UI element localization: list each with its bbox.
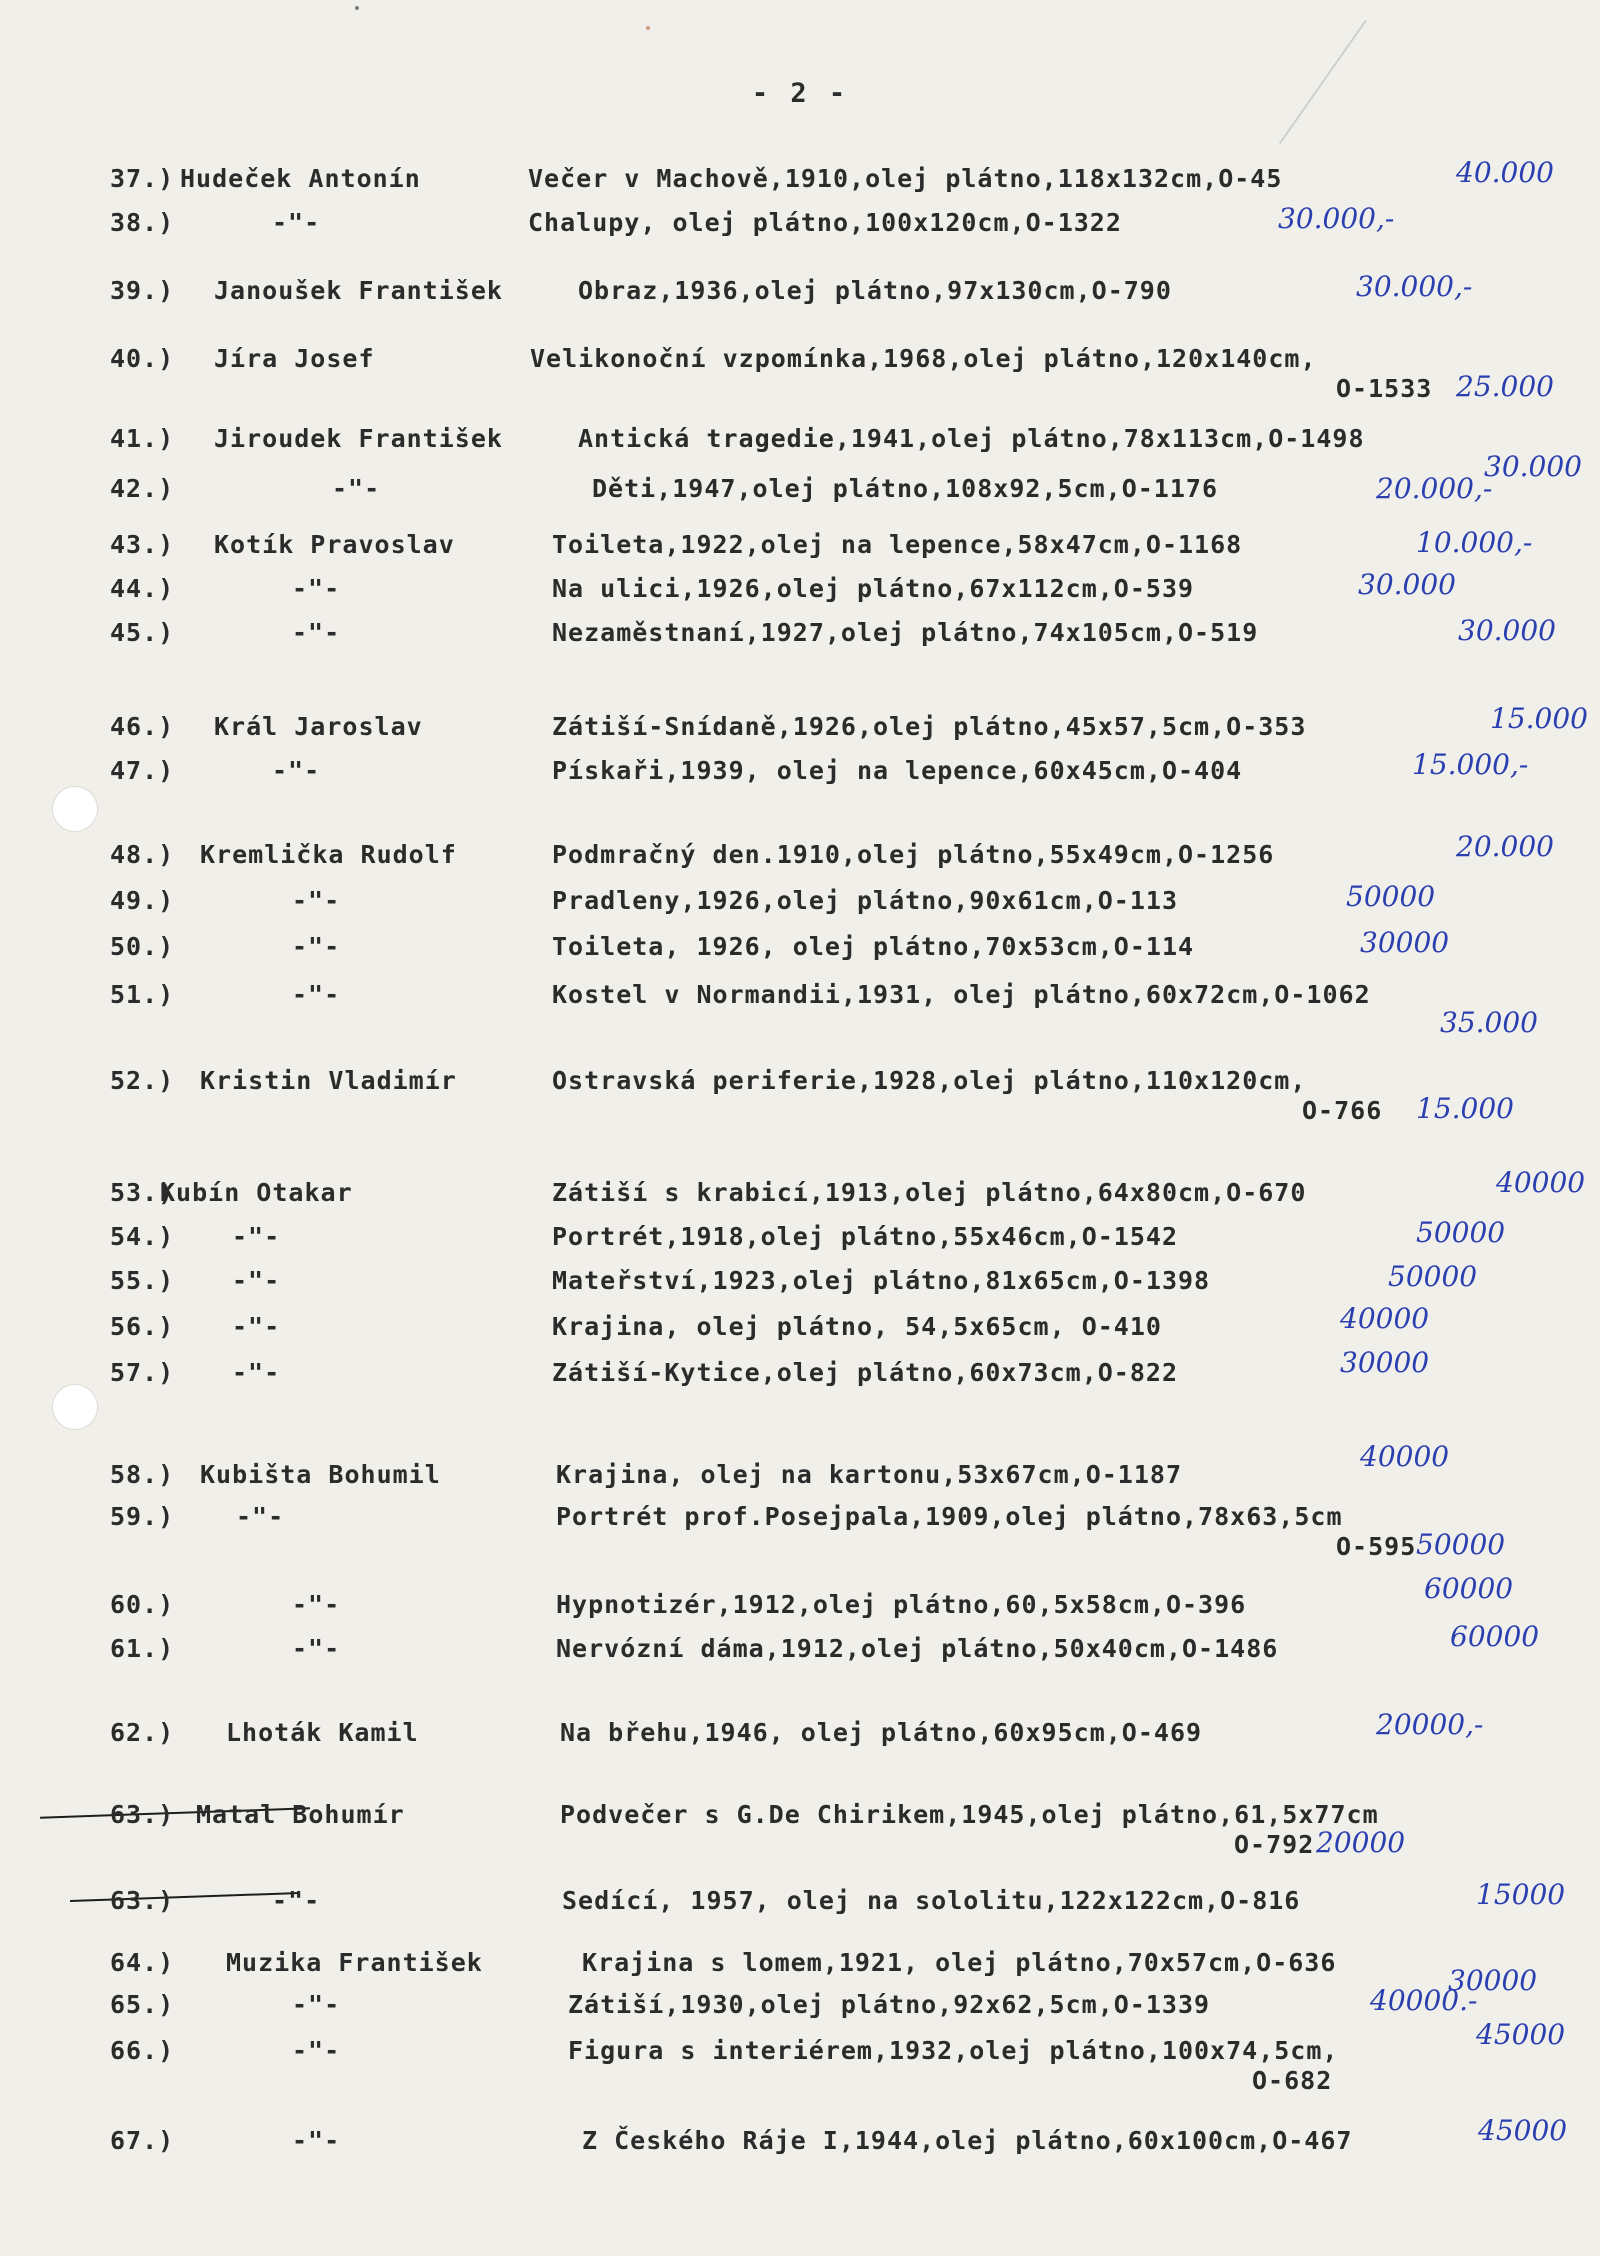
entry-number: 61.) xyxy=(110,1634,175,1663)
handwritten-price: 10.000,- xyxy=(1416,526,1533,559)
artwork-title: Z Českého Ráje I,1944,olej plátno,60x100cm,O-467 xyxy=(582,2126,1353,2155)
entry-number: 60.) xyxy=(110,1590,175,1619)
inventory-number: O-766 xyxy=(1302,1096,1383,1125)
handwritten-price: 50000 xyxy=(1346,880,1436,913)
artwork-title: Zátiší-Kytice,olej plátno,60x73cm,O-822 xyxy=(552,1358,1178,1387)
handwritten-price: 30.000 xyxy=(1484,450,1582,483)
artwork-title: Zátiší,1930,olej plátno,92x62,5cm,O-1339 xyxy=(568,1990,1211,2019)
artist-ditto: -"- xyxy=(292,932,341,961)
handwritten-price: 30000 xyxy=(1448,1964,1538,1997)
entry-number: 40.) xyxy=(110,344,175,373)
handwritten-price: 30000 xyxy=(1340,1346,1430,1379)
entry-number: 37.) xyxy=(110,164,175,193)
handwritten-price: 40000 xyxy=(1340,1302,1430,1335)
artwork-title: Podvečer s G.De Chirikem,1945,olej plátno,61,5x77cm xyxy=(560,1800,1379,1829)
artwork-title: Sedící, 1957, olej na sololitu,122x122cm,O-816 xyxy=(562,1886,1301,1915)
artist-ditto: -"- xyxy=(292,2126,341,2155)
handwritten-price: 30.000 xyxy=(1458,614,1556,647)
entry-number: 48.) xyxy=(110,840,175,869)
handwritten-price: 45000 xyxy=(1476,2018,1566,2051)
handwritten-price: 20000 xyxy=(1316,1826,1406,1859)
artwork-title: Pískaři,1939, olej na lepence,60x45cm,O-404 xyxy=(552,756,1243,785)
handwritten-price: 20.000 xyxy=(1456,830,1554,863)
inventory-number: O-682 xyxy=(1252,2066,1333,2095)
entry-number: 64.) xyxy=(110,1948,175,1977)
entry-number: 51.) xyxy=(110,980,175,1009)
entry-number: 55.) xyxy=(110,1266,175,1295)
handwritten-price: 15.000 xyxy=(1490,702,1588,735)
artwork-title: Obraz,1936,olej plátno,97x130cm,O-790 xyxy=(578,276,1172,305)
artist-ditto: -"- xyxy=(272,756,321,785)
entry-number: 50.) xyxy=(110,932,175,961)
artwork-title: Figura s interiérem,1932,olej plátno,100x74,5cm, xyxy=(568,2036,1339,2065)
artwork-title: Na břehu,1946, olej plátno,60x95cm,O-469 xyxy=(560,1718,1203,1747)
handwritten-price: 15.000,- xyxy=(1412,748,1529,781)
entry-number: 47.) xyxy=(110,756,175,785)
artist-ditto: -"- xyxy=(332,474,381,503)
artwork-title: Portrét prof.Posejpala,1909,olej plátno,78x63,5cm xyxy=(556,1502,1343,1531)
handwritten-price: 30.000 xyxy=(1358,568,1456,601)
handwritten-price: 50000 xyxy=(1388,1260,1478,1293)
artist-ditto: -"- xyxy=(232,1312,281,1341)
handwritten-price: 60000 xyxy=(1450,1620,1540,1653)
handwritten-price: 40000 xyxy=(1360,1440,1450,1473)
entry-number: 45.) xyxy=(110,618,175,647)
punch-hole-bottom xyxy=(52,1384,98,1430)
artwork-title: Krajina, olej na kartonu,53x67cm,O-1187 xyxy=(556,1460,1182,1489)
entry-number: 56.) xyxy=(110,1312,175,1341)
entry-number: 54.) xyxy=(110,1222,175,1251)
artist-name: Kotík Pravoslav xyxy=(214,530,455,559)
entry-number: 46.) xyxy=(110,712,175,741)
artwork-title: Hypnotizér,1912,olej plátno,60,5x58cm,O-396 xyxy=(556,1590,1247,1619)
artwork-title: Děti,1947,olej plátno,108x92,5cm,O-1176 xyxy=(592,474,1218,503)
handwritten-price: 60000 xyxy=(1424,1572,1514,1605)
strike-line xyxy=(70,1892,300,1902)
artwork-title: Portrét,1918,olej plátno,55x46cm,O-1542 xyxy=(552,1222,1178,1251)
artwork-title: Zátiší-Snídaně,1926,olej plátno,45x57,5cm,O-353 xyxy=(552,712,1307,741)
handwritten-price: 40.000 xyxy=(1456,156,1554,189)
handwritten-price: 40000.- xyxy=(1370,1984,1478,2017)
artist-name: Hudeček Antonín xyxy=(180,164,421,193)
entry-number: 62.) xyxy=(110,1718,175,1747)
artwork-title: Mateřství,1923,olej plátno,81x65cm,O-1398 xyxy=(552,1266,1211,1295)
handwritten-price: 20.000,- xyxy=(1376,472,1493,505)
handwritten-price: 25.000 xyxy=(1456,370,1554,403)
entry-number: 49.) xyxy=(110,886,175,915)
artist-name: Kubišta Bohumil xyxy=(200,1460,441,1489)
artist-ditto: -"- xyxy=(292,574,341,603)
artist-name: Kristin Vladimír xyxy=(200,1066,457,1095)
artist-ditto: -"- xyxy=(232,1222,281,1251)
artist-ditto: -"- xyxy=(232,1358,281,1387)
artwork-title: Večer v Machově,1910,olej plátno,118x132cm,O-45 xyxy=(528,164,1283,193)
inventory-number: O-792 xyxy=(1234,1830,1315,1859)
entry-number: 39.) xyxy=(110,276,175,305)
entry-number: 65.) xyxy=(110,1990,175,2019)
entry-number: 53.) xyxy=(110,1178,175,1207)
artist-ditto: -"- xyxy=(292,1634,341,1663)
artwork-title: Podmračný den.1910,olej plátno,55x49cm,O-1256 xyxy=(552,840,1275,869)
handwritten-price: 30.000,- xyxy=(1356,270,1473,303)
artwork-title: Velikonoční vzpomínka,1968,olej plátno,120x140cm, xyxy=(530,344,1317,373)
entry-number: 43.) xyxy=(110,530,175,559)
artist-name: Jiroudek František xyxy=(214,424,503,453)
entry-number: 66.) xyxy=(110,2036,175,2065)
paper-speck xyxy=(355,6,359,10)
entry-number: 42.) xyxy=(110,474,175,503)
artwork-title: Pradleny,1926,olej plátno,90x61cm,O-113 xyxy=(552,886,1178,915)
artwork-title: Na ulici,1926,olej plátno,67x112cm,O-539 xyxy=(552,574,1195,603)
artist-ditto: -"- xyxy=(292,1590,341,1619)
page-number: - 2 - xyxy=(751,78,849,109)
artwork-title: Zátiší s krabicí,1913,olej plátno,64x80cm,O-670 xyxy=(552,1178,1307,1207)
artwork-title: Nervózní dáma,1912,olej plátno,50x40cm,O-1486 xyxy=(556,1634,1279,1663)
artist-ditto: -"- xyxy=(236,1502,285,1531)
entry-number: 58.) xyxy=(110,1460,175,1489)
artist-name: Kremlička Rudolf xyxy=(200,840,457,869)
paper-speck xyxy=(646,26,650,30)
artwork-title: Kostel v Normandii,1931, olej plátno,60x72cm,O-1062 xyxy=(552,980,1371,1009)
artwork-title: Krajina, olej plátno, 54,5x65cm, O-410 xyxy=(552,1312,1162,1341)
artist-name: Janoušek František xyxy=(214,276,503,305)
entry-number: 57.) xyxy=(110,1358,175,1387)
handwritten-price: 50000 xyxy=(1416,1216,1506,1249)
handwritten-price: 15000 xyxy=(1476,1878,1566,1911)
artwork-title: Toileta, 1926, olej plátno,70x53cm,O-114 xyxy=(552,932,1195,961)
handwritten-price: 30.000,- xyxy=(1278,202,1395,235)
artist-name: Muzika František xyxy=(226,1948,483,1977)
handwritten-price: 50000 xyxy=(1416,1528,1506,1561)
entry-number: 52.) xyxy=(110,1066,175,1095)
entry-number: 63.) xyxy=(110,1800,175,1829)
handwritten-price: 45000 xyxy=(1478,2114,1568,2147)
artist-name: Jíra Josef xyxy=(214,344,375,373)
artist-ditto: -"- xyxy=(292,886,341,915)
entry-number: 41.) xyxy=(110,424,175,453)
entry-number: 63.) xyxy=(110,1886,175,1915)
artist-name: Lhoták Kamil xyxy=(226,1718,419,1747)
artist-name: Král Jaroslav xyxy=(214,712,423,741)
artist-ditto: -"- xyxy=(292,980,341,1009)
handwritten-price: 40000 xyxy=(1496,1166,1586,1199)
punch-hole-top xyxy=(52,786,98,832)
artist-ditto: -"- xyxy=(292,618,341,647)
artwork-title: Antická tragedie,1941,olej plátno,78x113cm,O-1498 xyxy=(578,424,1365,453)
entry-number: 59.) xyxy=(110,1502,175,1531)
entry-number: 67.) xyxy=(110,2126,175,2155)
handwritten-price: 30000 xyxy=(1360,926,1450,959)
artist-ditto: -"- xyxy=(232,1266,281,1295)
artist-ditto: -"- xyxy=(272,1886,321,1915)
artwork-title: Ostravská periferie,1928,olej plátno,110x120cm, xyxy=(552,1066,1307,1095)
artwork-title: Chalupy, olej plátno,100x120cm,O-1322 xyxy=(528,208,1122,237)
inventory-number: O-1533 xyxy=(1336,374,1433,403)
artwork-title: Toileta,1922,olej na lepence,58x47cm,O-1168 xyxy=(552,530,1243,559)
artwork-title: Krajina s lomem,1921, olej plátno,70x57cm,O-636 xyxy=(582,1948,1337,1977)
artist-ditto: -"- xyxy=(292,1990,341,2019)
artist-ditto: -"- xyxy=(292,2036,341,2065)
handwritten-price: 35.000 xyxy=(1440,1006,1538,1039)
artwork-title: Nezaměstnaní,1927,olej plátno,74x105cm,O-519 xyxy=(552,618,1259,647)
artist-ditto: -"- xyxy=(272,208,321,237)
entry-number: 38.) xyxy=(110,208,175,237)
entry-number: 44.) xyxy=(110,574,175,603)
artist-name: Matal Bohumír xyxy=(196,1800,405,1829)
artist-name: Kubín Otakar xyxy=(160,1178,353,1207)
handwritten-price: 20000,- xyxy=(1376,1708,1484,1741)
handwritten-price: 15.000 xyxy=(1416,1092,1514,1125)
inventory-number: O-595 xyxy=(1336,1532,1417,1561)
